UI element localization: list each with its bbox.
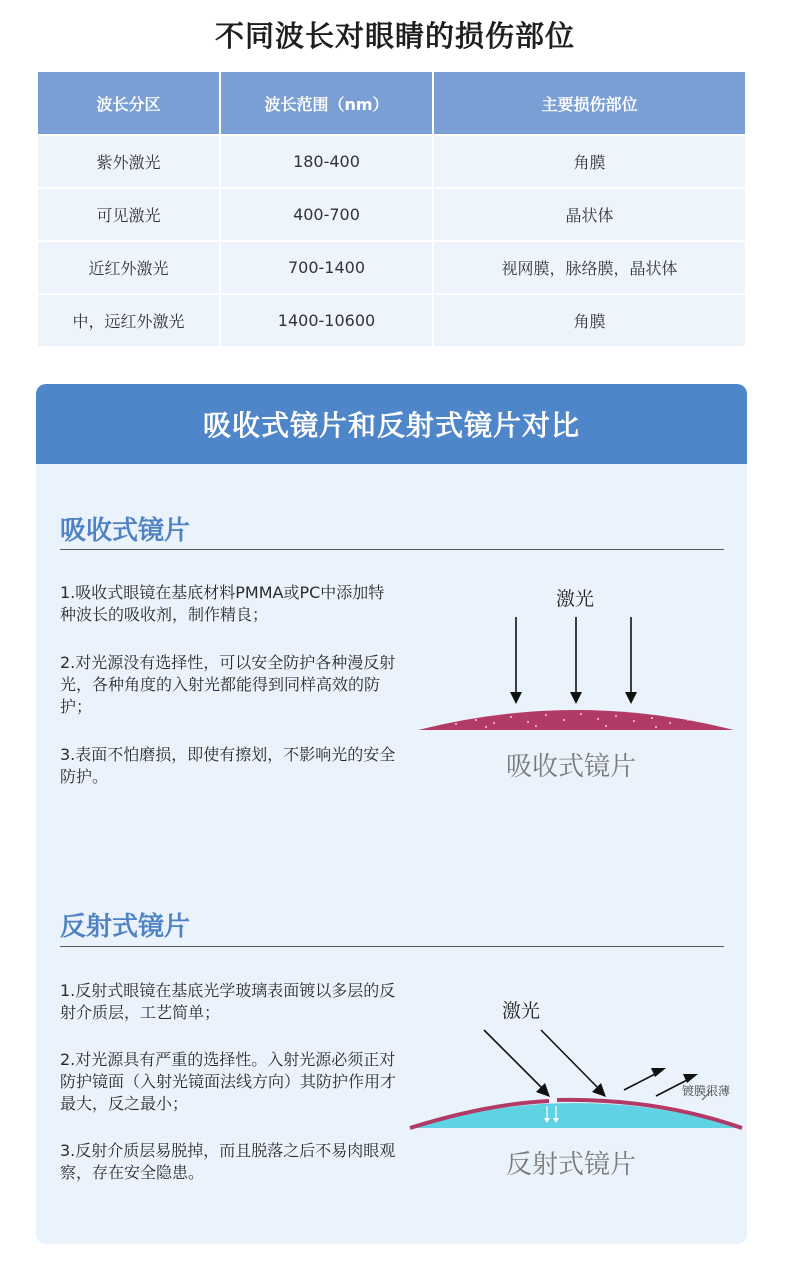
table-row <box>38 242 745 295</box>
table-row <box>38 295 745 346</box>
header-wavelength-band: 波长分区 <box>38 72 221 136</box>
header-damage-site: 主要损伤部位 <box>434 72 745 136</box>
arrowhead-icon <box>625 692 637 704</box>
arrowhead-icon <box>570 692 582 704</box>
cell-range: 400-700 <box>221 189 434 242</box>
reflective-section-title: 反射式镜片 <box>60 912 191 942</box>
cell-range: 700-1400 <box>221 242 434 295</box>
absorptive-point-3: 3.表面不怕磨损，即使有擦划，不影响光的安全防护。 <box>60 745 396 786</box>
laser-arrow <box>541 1030 602 1092</box>
absorptive-lens-caption: 吸收式镜片 <box>505 752 636 782</box>
coating-label: 镀膜很薄 <box>682 1084 731 1098</box>
table-row <box>38 189 745 242</box>
cell-site: 角膜 <box>434 295 745 346</box>
coating-leader <box>702 1090 712 1100</box>
table-row <box>38 136 745 189</box>
cell-range: 1400-10600 <box>221 295 434 346</box>
table-header-row <box>38 72 745 136</box>
absorptive-point-1: 1.吸收式眼镜在基底材料PMMA或PC中添加特种波长的吸收剂，制作精良； <box>60 583 385 624</box>
reflective-point-2: 2.对光源具有严重的选择性。入射光源必须正对防护镜面（入射光镜面法线方向）其防护作用才最大，反之最小； <box>60 1050 397 1113</box>
absorptive-divider <box>60 549 724 550</box>
reflected-arrow <box>624 1072 659 1090</box>
reflected-arrow <box>656 1078 691 1096</box>
absorptive-lens-diagram <box>416 612 736 732</box>
reflective-point-1: 1.反射式眼镜在基底光学玻璃表面镀以多层的反射介质层，工艺简单； <box>60 981 396 1022</box>
cell-band: 中，远红外激光 <box>38 295 221 346</box>
cell-band: 紫外激光 <box>38 136 221 189</box>
comparison-title: 吸收式镜片和反射式镜片对比 <box>36 384 747 464</box>
cell-site: 角膜 <box>434 136 745 189</box>
cell-band: 近红外激光 <box>38 242 221 295</box>
reflective-lens-caption: 反射式镜片 <box>505 1150 636 1180</box>
absorptive-section-title: 吸收式镜片 <box>60 516 191 546</box>
absorptive-laser-label: 激光 <box>556 588 595 610</box>
reflective-point-3: 3.反射介质层易脱掉，而且脱落之后不易肉眼观察，存在安全隐患。 <box>60 1141 396 1182</box>
cell-band: 可见激光 <box>38 189 221 242</box>
cell-range: 180-400 <box>221 136 434 189</box>
page-title: 不同波长对眼睛的损伤部位 <box>214 19 575 53</box>
cell-site: 视网膜，脉络膜，晶状体 <box>434 242 745 295</box>
reflective-laser-label: 激光 <box>502 1000 541 1022</box>
wavelength-damage-table <box>38 72 745 346</box>
header-wavelength-range: 波长范围（nm） <box>221 72 434 136</box>
absorptive-lens <box>418 710 734 730</box>
laser-arrow <box>484 1030 546 1092</box>
absorptive-point-2: 2.对光源没有选择性，可以安全防护各种漫反射光，各种角度的入射光都能得到同样高效的防护； <box>60 653 396 716</box>
reflective-divider <box>60 946 724 947</box>
cell-site: 晶状体 <box>434 189 745 242</box>
arrowhead-icon <box>510 692 522 704</box>
comparison-panel <box>36 384 747 1244</box>
reflective-lens-diagram <box>406 1020 746 1130</box>
